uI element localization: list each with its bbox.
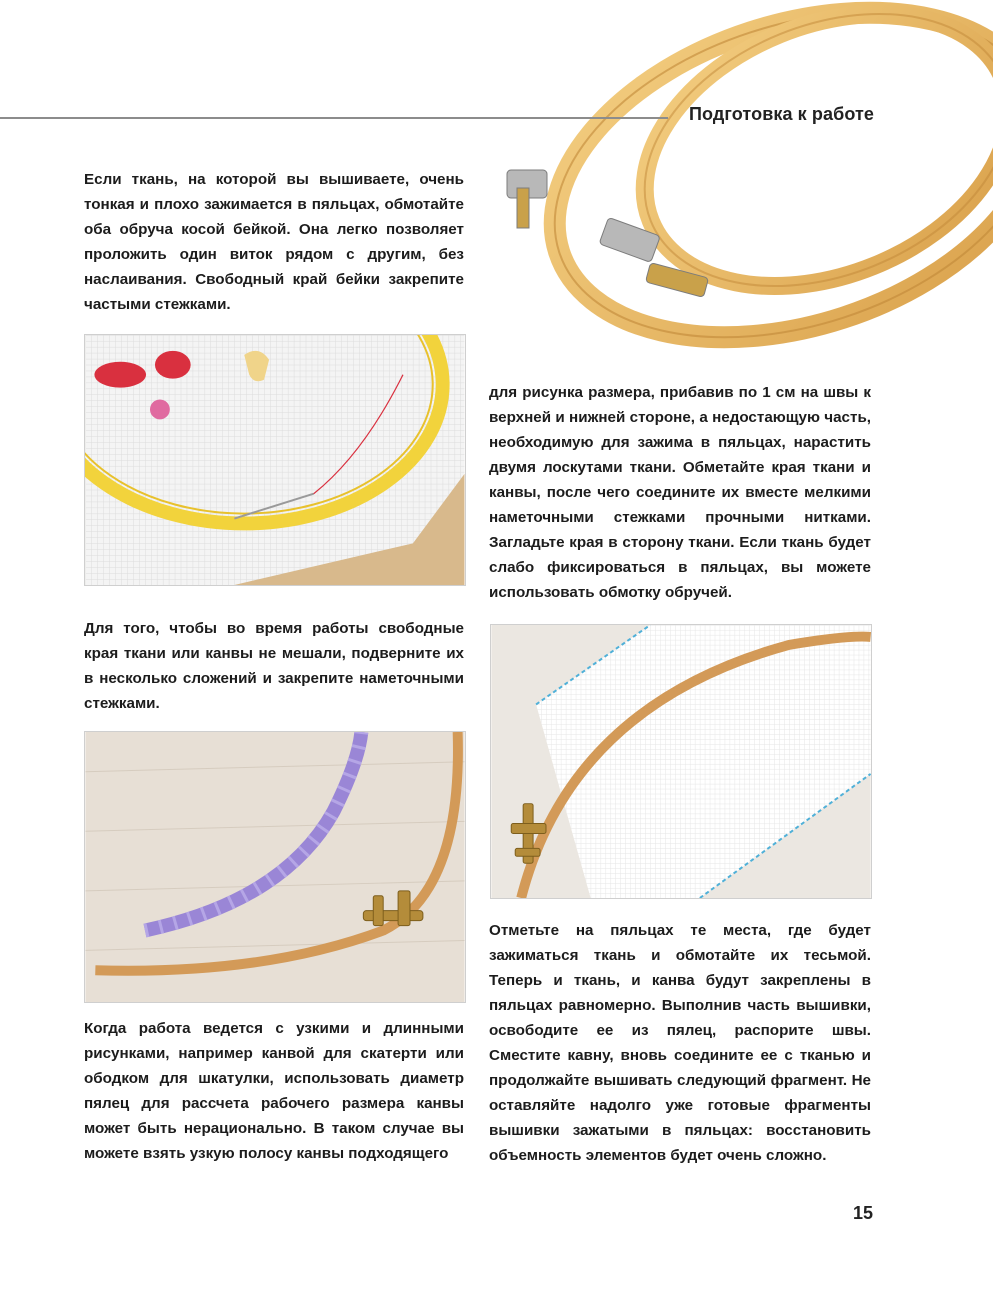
paragraph-bias-tape: Если ткань, на которой вы вышиваете, очень тонкая и плохо зажимается в пяльцах, обмотайте оба обруча косой бейкой. Она легко позволяет проложить один виток рядом с другим, без наслаивания. Свободный край бейки закрепите частыми стежками.	[84, 171, 464, 313]
canvas-strip-illustration	[491, 625, 871, 898]
ribbon-embroidery-photo	[84, 334, 466, 586]
paragraph-extend-fabric: для рисунка размера, прибавив по 1 см на швы к верхней и нижней стороне, а недостающую часть, необходимую для зажима в пяльцах, нарастить двумя лоскутами ткани. Обметайте края ткани и канвы, после чего соедините их вместе мелкими наметочными стежками прочными нитками. Загладьте края в сторону ткани. Если ткань будет слабо фиксироваться в пяльцах, вы можете использовать обмотку обручей.	[489, 384, 871, 601]
paragraph-narrow-canvas: Когда работа ведется с узкими и длинными рисунками, например канвой для скатерти или ободком для шкатулки, использовать диаметр пялец для рассчета рабочего размера канвы может быть нерационально. В таком случае вы можете взять узкую полосу канвы подходящего	[84, 1020, 464, 1162]
wrapped-hoop-illustration	[85, 732, 465, 1002]
paragraph-fold-edges: Для того, чтобы во время работы свободные края ткани или канвы не мешали, подверните их в несколько сложений и закрепите наметочными стежками.	[84, 620, 464, 712]
paragraph-mark-hoops: Отметьте на пяльцах те места, где будет зажиматься ткань и обмотайте их тесьмой. Теперь и ткань, и канва будут закреплены в пяльцах равномерно. Выполнив часть вышивки, освободите ее из пялец, распорите швы. Сместите кавну, вновь соедините ее с тканью и продолжайте вышивать следующий фрагмент. Не оставляйте надолго уже готовые фрагменты вышивки зажатыми в пяльцах: восстановить объемность элементов будет очень сложно.	[489, 922, 871, 1164]
wrapped-hoop-photo	[84, 731, 466, 1003]
canvas-strip-photo	[490, 624, 872, 899]
header-rule	[0, 117, 668, 119]
wooden-hoops-illustration	[497, 0, 993, 370]
pink-ribbon-petal	[150, 399, 170, 419]
red-ribbon-petal	[94, 362, 146, 388]
page-number: 15	[852, 1203, 873, 1223]
section-title: Подготовка к работе	[689, 104, 874, 124]
wooden-hoops-photo	[497, 0, 993, 370]
ribbon-embroidery-illustration	[85, 335, 465, 585]
red-ribbon-petal	[155, 351, 191, 379]
